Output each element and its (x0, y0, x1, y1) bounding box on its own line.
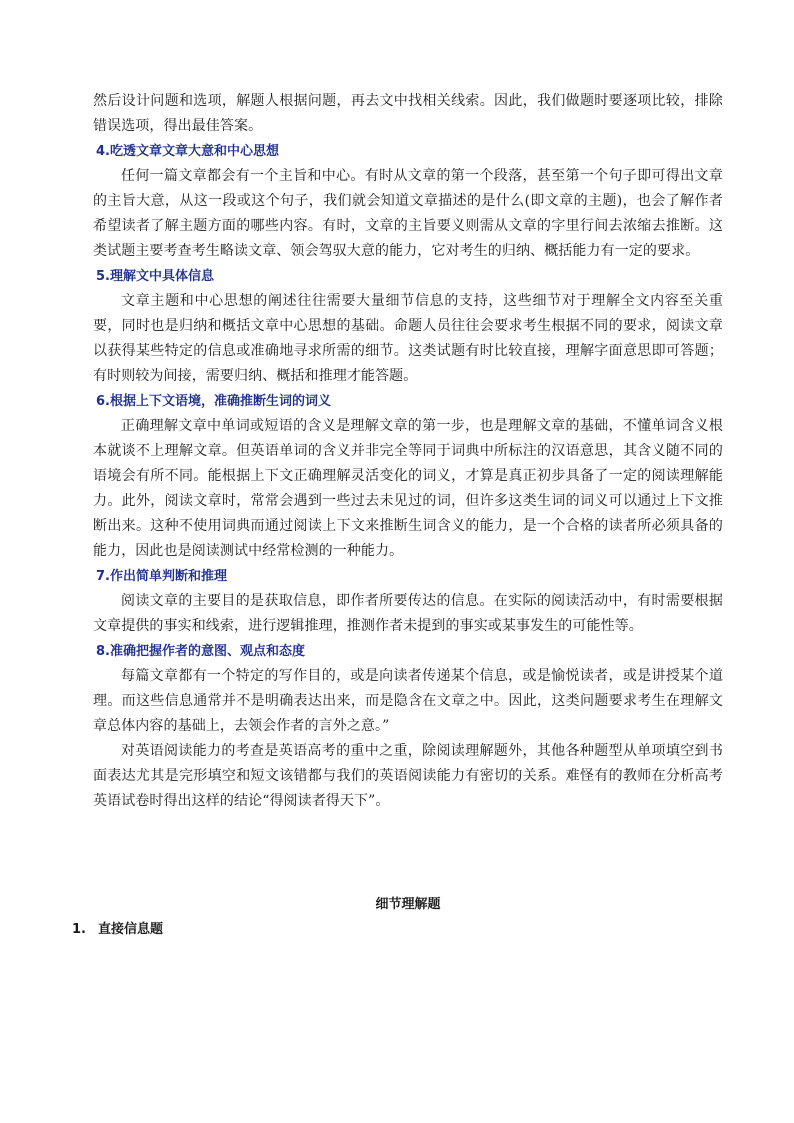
list-heading-1 (72, 917, 702, 942)
paragraph-8: 每篇文章都有一个特定的写作目的，或是向读者传递某个信息，或是愉悦读者，或是讲授某个道理。而这些信息通常并不是明确表达出来，而是隐含在文章之中。因此，这类问题要求考生在理解文章总体内容的基础上，去领会作者的言外之意。” (93, 668, 723, 734)
paragraph-9: 对英语阅读能力的考查是英语高考的重中之重，除阅读理解题外，其他各种题型从单项填空到书面表达尤其是完形填空和短文该错都与我们的英语阅读能力有密切的关系。难怪有的教师在分析高考英语试卷时得出这样的结论“得阅读者得天下”。 (93, 743, 723, 809)
heading-4: 4.吃透文章文章大意和中心思想 (96, 144, 279, 159)
paragraph-7: 阅读文章的主要目的是获取信息，即作者所要传达的信息。在实际的阅读活动中，有时需要根据文章提供的事实和线索，进行逻辑推理，推测作者未提到的事实或某事发生的可能性等。 (93, 593, 723, 634)
heading-6: 6.根据上下文语境，准确推断生词的词义 (96, 394, 331, 409)
section-title: 细节理解题 (375, 897, 441, 912)
heading-7: 7.作出简单判断和推理 (96, 569, 227, 584)
paragraph-5: 文章主题和中心思想的阐述往往需要大量细节信息的支持，这些细节对于理解全文内容至关重要，同时也是归纳和概括文章中心思想的基础。命题人员往往会要求考生根据不同的要求，阅读文章以获得某些特定的信息或准确地寻求所需的细节。这类试题有时比较直接，理解字面意思即可答题；有时则较为间接，需要归纳、概括和推理才能答题。 (93, 293, 723, 384)
paragraph-6: 正确理解文章中单词或短语的含义是理解文章的第一步，也是理解文章的基础，不懂单词含义根本就谈不上理解文章。但英语单词的含义并非完全等同于词典中所标注的汉语意思，其含义随不同的语境会有所不同。能根据上下文正确理解灵活变化的词义，才算是真正初步具备了一定的阅读理解能力。此外，阅读文章时，常常会遇到一些过去未见过的词，但许多这类生词的词义可以通过上下文推断出来。这种不使用词典而通过阅读上下文来推断生词含义的能力，是一个合格的读者所必须具备的能力，因此也是阅读测试中经常检测的一种能力。 (93, 418, 723, 559)
paragraph-continued: 然后设计问题和选项，解题人根据问题，再去文中找相关线索。因此，我们做题时要逐项比较，排除错误选项，得出最佳答案。 (93, 93, 723, 134)
section-spacer (93, 814, 723, 892)
list-heading-text: 直接信息题 (98, 922, 164, 937)
heading-8: 8.准确把握作者的意图、观点和态度 (96, 644, 305, 659)
list-number: 1. (72, 922, 86, 937)
document-page (72, 89, 723, 942)
paragraph-4: 任何一篇文章都会有一个主旨和中心。有时从文章的第一个段落，甚至第一个句子即可得出文章的主旨大意，从这一段或这个句子，我们就会知道文章描述的是什么(即文章的主题)，也会了解作者希望读者了解主题方面的哪些内容。有时，文章的主旨要义则需从文章的字里行间去浓缩去推断。这类试题主要考查考生略读文章、领会驾驭大意的能力，它对考生的归纳、概括能力有一定的要求。 (93, 168, 723, 259)
heading-5: 5.理解文中具体信息 (96, 269, 214, 284)
